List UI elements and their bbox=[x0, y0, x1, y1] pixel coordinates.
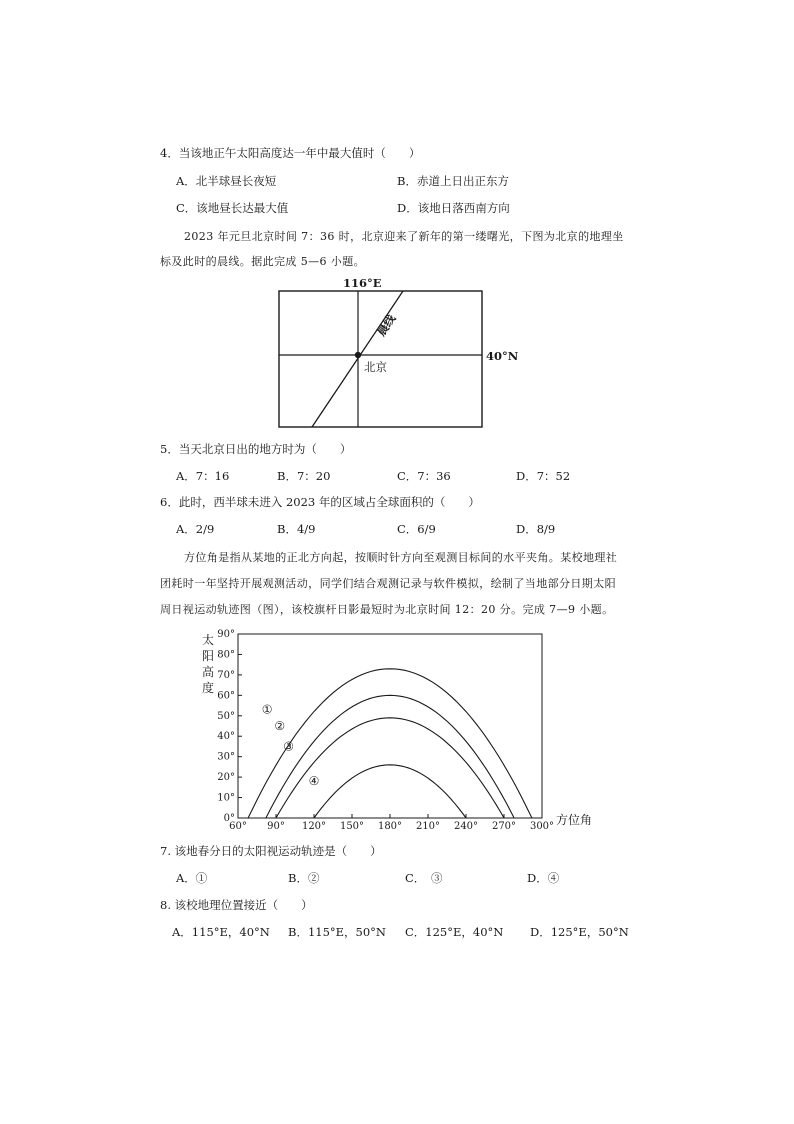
q8-option-c: C．125°E，40°N bbox=[405, 925, 504, 939]
q7-option-c: C． ③ bbox=[405, 871, 443, 885]
x-axis-label: 方位角 bbox=[556, 813, 593, 827]
y-tick-label: 50° bbox=[217, 710, 235, 722]
q8-option-b: B．115°E，50°N bbox=[288, 925, 386, 939]
dawn-line-label: 晨线 bbox=[373, 311, 399, 339]
q6-stem: 6．此时，西半球未进入 2023 年的区域占全球面积的（ ） bbox=[160, 495, 480, 509]
y-tick-label: 60° bbox=[217, 690, 235, 702]
sun-path-label-2: ② bbox=[274, 719, 286, 733]
sun-path-2 bbox=[266, 695, 514, 818]
lon-label: 116°E bbox=[343, 276, 382, 290]
beijing-coordinate-map bbox=[270, 274, 530, 434]
y-axis-label-char: 高 bbox=[201, 665, 215, 679]
y-tick-label: 40° bbox=[217, 731, 235, 743]
q4-option-d: D．该地日落西南方向 bbox=[397, 201, 510, 215]
city-label: 北京 bbox=[364, 360, 387, 374]
y-tick-label: 80° bbox=[217, 649, 235, 661]
map-frame bbox=[279, 291, 482, 427]
intro-5-6-line2: 标及此时的晨线。据此完成 5—6 小题。 bbox=[160, 255, 365, 268]
q7-option-a: A．① bbox=[176, 871, 208, 885]
x-tick-label: 120° bbox=[301, 821, 327, 832]
intro-7-9-line2: 团耗时一年坚持开展观测活动，同学们结合观测记录与软件模拟，绘制了当地部分日期太阳 bbox=[160, 577, 616, 590]
sun-path-label-4: ④ bbox=[308, 774, 320, 789]
x-tick-label: 180° bbox=[377, 821, 403, 832]
y-tick-label: 0° bbox=[223, 813, 235, 824]
q4-option-c: C．该地昼长达最大值 bbox=[176, 201, 289, 215]
y-axis-label-char: 度 bbox=[201, 681, 215, 695]
q6-option-a: A．2/9 bbox=[176, 522, 215, 536]
y-tick-label: 30° bbox=[217, 751, 235, 763]
q5-option-c: C．7：36 bbox=[397, 469, 451, 483]
q6-option-b: B．4/9 bbox=[277, 522, 316, 536]
y-axis-label-char: 阳 bbox=[201, 649, 215, 663]
q4-option-b: B．赤道上日出正东方 bbox=[397, 174, 509, 188]
q6-option-d: D．8/9 bbox=[516, 522, 556, 536]
q8-stem: 8. 该校地理位置接近（ ） bbox=[160, 898, 313, 912]
intro-7-9-line1: 方位角是指从某地的正北方向起，按顺时针方向至观测目标间的水平夹角。某校地理社 bbox=[184, 551, 618, 564]
y-tick-label: 10° bbox=[217, 792, 235, 804]
x-tick-label: 90° bbox=[267, 821, 285, 832]
q8-option-a: A．115°E，40°N bbox=[172, 925, 270, 939]
q5-option-a: A．7：16 bbox=[176, 469, 230, 483]
q7-stem: 7. 该地春分日的太阳视运动轨迹是（ ） bbox=[160, 844, 382, 858]
y-tick-label: 20° bbox=[217, 772, 235, 784]
sun-path-chart bbox=[196, 622, 606, 834]
y-tick-label: 90° bbox=[217, 629, 235, 640]
x-tick-label: 270° bbox=[491, 821, 517, 832]
x-tick-label: 300° bbox=[529, 821, 555, 832]
sun-path-3 bbox=[276, 718, 504, 818]
q7-option-d: D．④ bbox=[527, 871, 560, 885]
q8-option-d: D．125°E，50°N bbox=[530, 925, 629, 939]
x-tick-label: 210° bbox=[415, 821, 441, 832]
beijing-point bbox=[355, 352, 361, 358]
q6-option-c: C．6/9 bbox=[397, 522, 436, 536]
sun-path-4 bbox=[314, 765, 466, 818]
x-tick-label: 150° bbox=[339, 821, 365, 832]
q7-option-b: B．② bbox=[288, 871, 320, 885]
sun-path-label-3: ③ bbox=[283, 739, 295, 754]
intro-7-9-line3: 周日视运动轨迹图（图），该校旗杆日影最短时为北京时间 12：20 分。完成 7—9 小题。 bbox=[160, 603, 614, 616]
x-tick-label: 240° bbox=[453, 821, 479, 832]
x-tick-label: 60° bbox=[229, 821, 247, 832]
q5-stem: 5．当天北京日出的地方时为（ ） bbox=[160, 442, 352, 456]
sun-path-label-1: ① bbox=[261, 702, 273, 717]
intro-5-6-line1: 2023 年元旦北京时间 7：36 时，北京迎来了新年的第一缕曙光，下图为北京的地理坐 bbox=[184, 230, 624, 243]
q4-option-a: A．北半球昼长夜短 bbox=[176, 174, 277, 188]
y-tick-label: 70° bbox=[217, 669, 235, 681]
lat-label: 40°N bbox=[486, 349, 519, 363]
y-axis-label-char: 太 bbox=[201, 633, 215, 647]
q5-option-b: B．7：20 bbox=[277, 469, 331, 483]
q5-option-d: D．7：52 bbox=[516, 469, 571, 483]
q4-stem: 4．当该地正午太阳高度达一年中最大值时（ ） bbox=[160, 146, 421, 160]
